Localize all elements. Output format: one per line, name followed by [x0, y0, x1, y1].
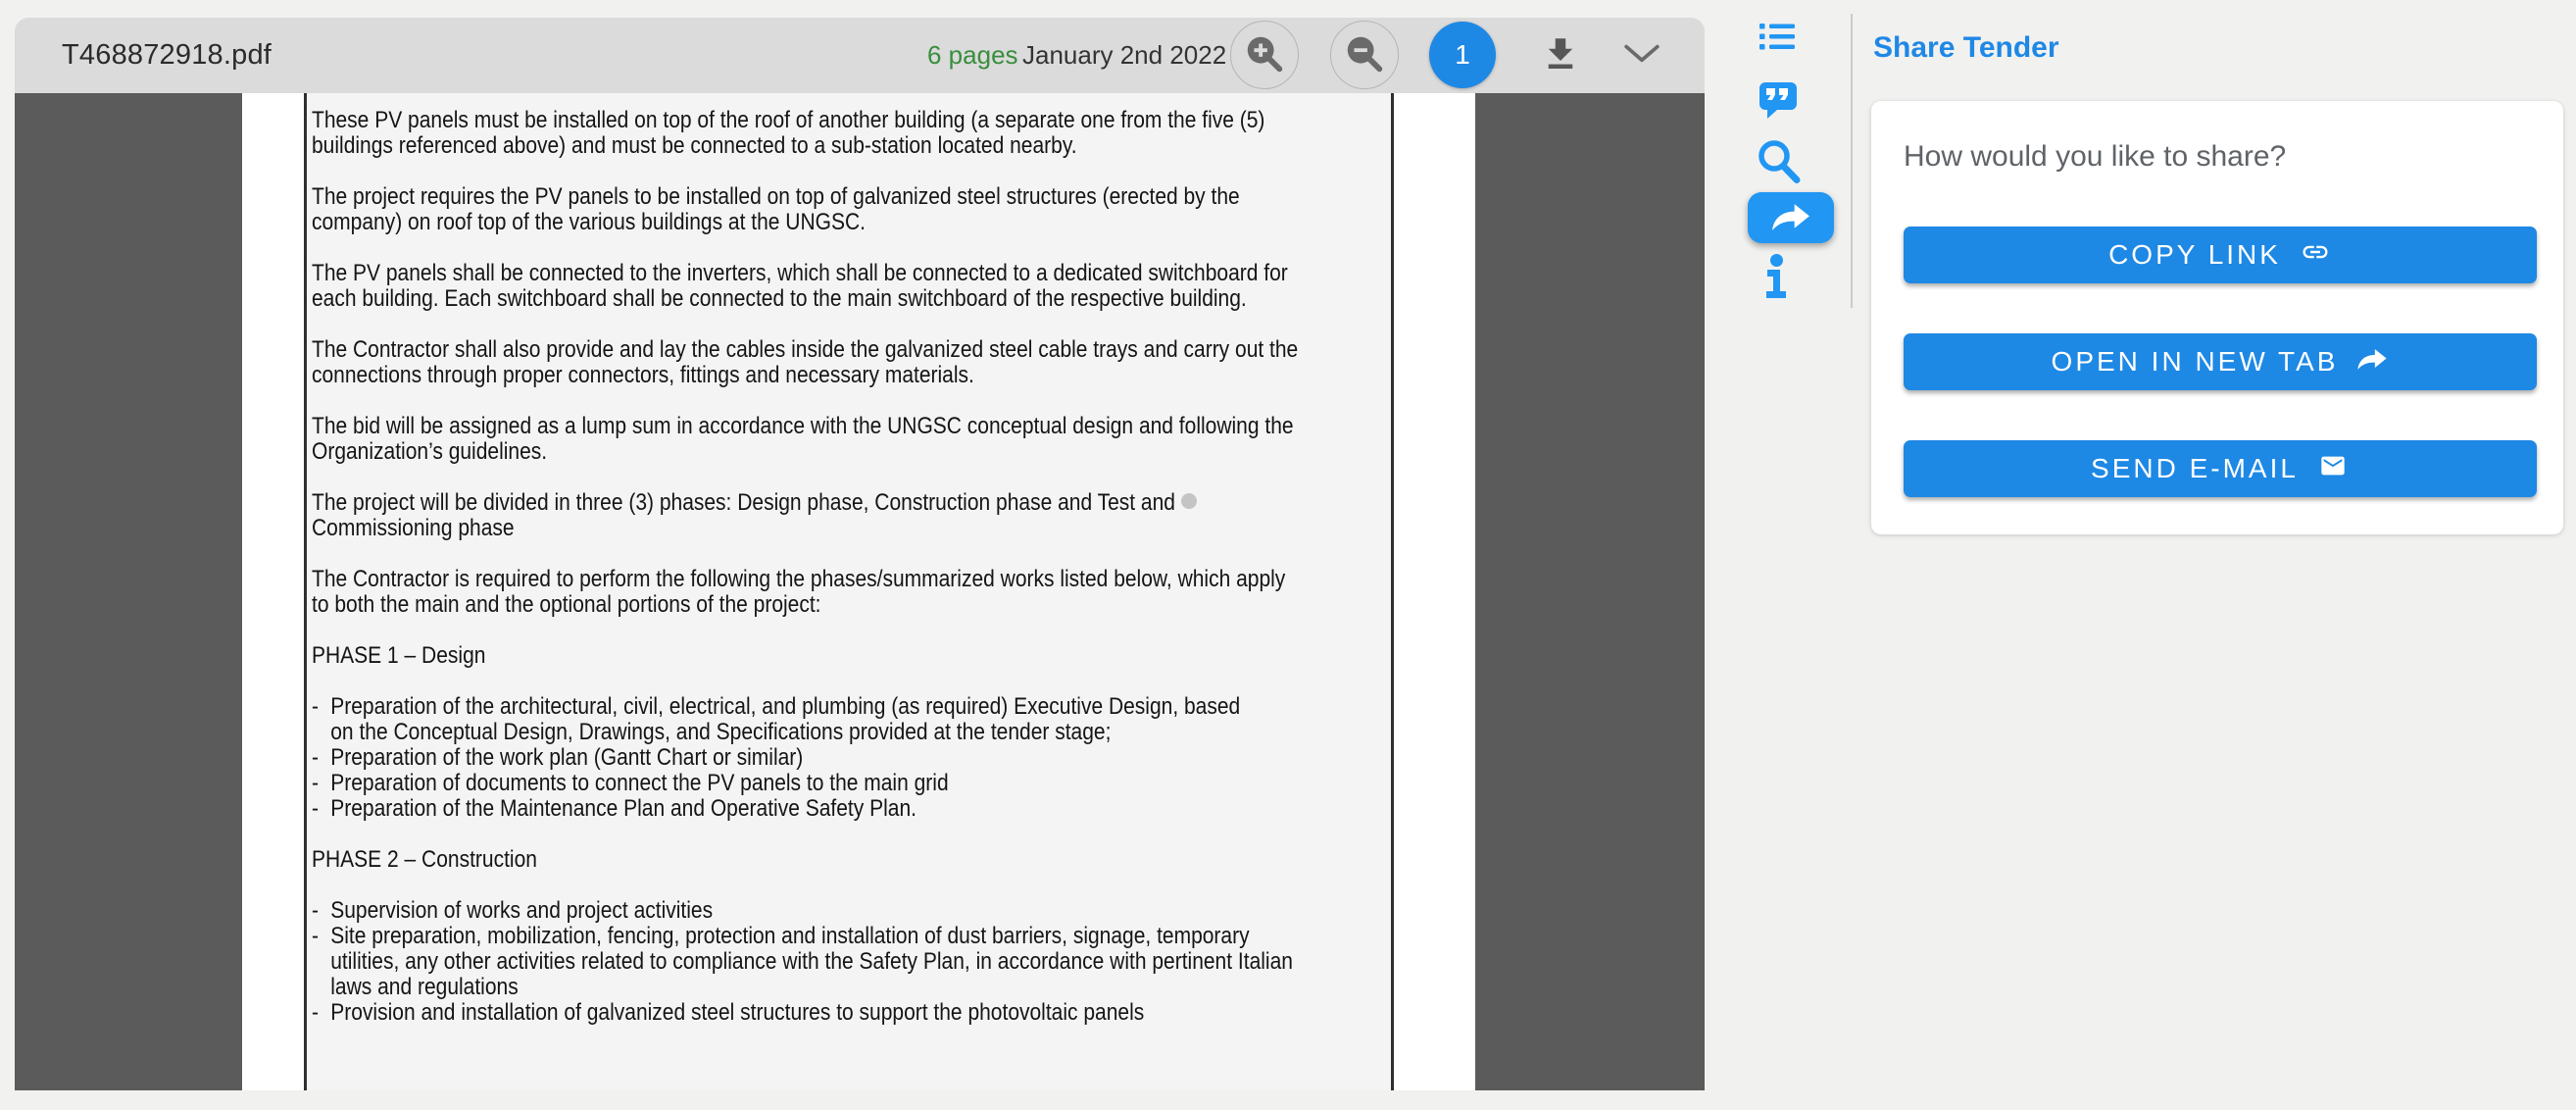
share-question: How would you like to share? — [1904, 140, 2287, 173]
text-line: on the Conceptual Design, Drawings, and Specifications provided at the tender stage; — [330, 719, 1112, 745]
paragraph — [312, 108, 1375, 159]
text-line: The bid will be assigned as a lump sum in accordance with the UNGSC conceptual design and following the — [312, 413, 1294, 439]
open-in-new-tab-label: OPEN IN NEW TAB — [2051, 346, 2339, 377]
text-line: PHASE 2 – Construction — [312, 846, 537, 873]
text-line: The PV panels shall be connected to the inverters, which shall be connected to a dedicated switchboard for — [312, 260, 1288, 286]
bullet-list — [312, 898, 1375, 1026]
phase-heading — [312, 643, 1375, 669]
bullet-dash: - — [312, 999, 319, 1026]
pdf-viewer — [15, 18, 1705, 1090]
bullet-item — [312, 745, 1375, 771]
info-button[interactable] — [1765, 254, 1787, 299]
bullet-dash: - — [312, 897, 319, 924]
text-line: connections through proper connectors, fittings and necessary materials. — [312, 362, 974, 388]
send-email-button[interactable] — [1904, 440, 2537, 497]
document-text — [312, 108, 1375, 1051]
bullet-dash: - — [312, 795, 319, 822]
info-icon — [1765, 287, 1787, 302]
text-line: utilities, any other activities related to compliance with the Safety Plan, in accordance with pertinent Italian — [330, 948, 1293, 975]
search-button[interactable] — [1757, 138, 1802, 184]
toc-list-button[interactable] — [1759, 24, 1795, 50]
bullet-list — [312, 694, 1375, 822]
open-in-new-tab-button[interactable] — [1904, 333, 2537, 390]
text-line: Preparation of the architectural, civil, electrical, and plumbing (as required) Executive Design, based — [330, 693, 1241, 720]
text-line: Organization’s guidelines. — [312, 438, 548, 465]
text-line: Preparation of documents to connect the PV panels to the main grid — [330, 770, 949, 796]
forward-arrow-icon — [2355, 346, 2389, 378]
text-line: each building. Each switchboard shall be connected to the main switchboard of the respective building. — [312, 285, 1247, 312]
bullet-dash: - — [312, 744, 319, 771]
bullet-item — [312, 694, 1375, 745]
document-filename: T468872918.pdf — [62, 39, 272, 71]
zoom-out-button[interactable] — [1330, 21, 1399, 89]
text-line: The project requires the PV panels to be installed on top of galvanized steel structures (erected by the — [312, 183, 1240, 210]
quotes-button[interactable] — [1759, 82, 1797, 119]
share-button-active[interactable] — [1748, 192, 1834, 243]
paragraph — [312, 567, 1375, 618]
paragraph — [312, 184, 1375, 235]
text-line: PHASE 1 – Design — [312, 642, 486, 669]
share-icon — [1769, 201, 1812, 235]
link-icon — [2299, 237, 2332, 274]
text-line: The Contractor is required to perform the following the phases/summarized works listed below, which apply — [312, 566, 1286, 592]
page-count-label: 6 pages — [927, 40, 1018, 70]
text-line: buildings referenced above) and must be connected to a sub-station located nearby. — [312, 132, 1077, 159]
zoom-in-icon — [1242, 31, 1287, 79]
copy-link-button[interactable] — [1904, 227, 2537, 283]
send-email-label: SEND E-MAIL — [2091, 453, 2299, 483]
text-line: Preparation of the Maintenance Plan and Operative Safety Plan. — [330, 795, 916, 822]
bullet-item — [312, 898, 1375, 924]
quote-icon — [1759, 107, 1797, 122]
text-line: Preparation of the work plan (Gantt Chart or similar) — [330, 744, 804, 771]
document-date-label: January 2nd 2022 — [1022, 40, 1227, 70]
download-icon — [1540, 33, 1581, 77]
bullet-item — [312, 796, 1375, 822]
text-line: The project will be divided in three (3) phases: Design phase, Construction phase and Test and — [312, 489, 1175, 516]
viewer-body — [15, 93, 1705, 1090]
text-line: The Contractor shall also provide and lay the cables inside the galvanized steel cable trays and carry out the — [312, 336, 1299, 363]
sidebar-divider — [1851, 14, 1853, 308]
text-line: Provision and installation of galvanized steel structures to support the photovoltaic panels — [330, 999, 1145, 1026]
search-icon — [1757, 173, 1802, 187]
current-page-number: 1 — [1455, 39, 1470, 70]
paragraph — [312, 414, 1375, 465]
email-icon — [2316, 452, 2350, 486]
text-line: Commissioning phase — [312, 515, 515, 541]
list-icon — [1759, 38, 1795, 53]
bullet-dash: - — [312, 923, 319, 949]
current-page-indicator[interactable] — [1429, 22, 1496, 88]
zoom-out-icon — [1342, 31, 1387, 79]
download-button[interactable] — [1531, 18, 1590, 93]
bullet-item — [312, 1000, 1375, 1026]
zoom-in-button[interactable] — [1230, 21, 1299, 89]
text-line: These PV panels must be installed on top of the roof of another building (a separate one from the five (5) — [312, 107, 1265, 133]
pdf-page — [242, 93, 1475, 1090]
text-line: Supervision of works and project activities — [330, 897, 714, 924]
loading-dot — [1181, 493, 1197, 509]
paragraph — [312, 337, 1375, 388]
text-line: laws and regulations — [330, 974, 519, 1000]
share-panel-title: Share Tender — [1873, 31, 2059, 64]
paragraph — [312, 490, 1375, 541]
chevron-down-icon — [1623, 43, 1660, 68]
text-line: company) on roof top of the various buildings at the UNGSC. — [312, 209, 866, 235]
text-line: to both the main and the optional portions of the project: — [312, 591, 821, 618]
phase-heading — [312, 847, 1375, 873]
pdf-toolbar — [15, 18, 1705, 93]
paragraph — [312, 261, 1375, 312]
bullet-dash: - — [312, 693, 319, 720]
text-line: Site preparation, mobilization, fencing, protection and installation of dust barriers, signage, temporary — [330, 923, 1250, 949]
share-card — [1871, 101, 2563, 534]
bullet-item — [312, 924, 1375, 1000]
copy-link-label: COPY LINK — [2108, 239, 2281, 270]
bullet-dash: - — [312, 770, 319, 796]
bullet-item — [312, 771, 1375, 796]
expand-button[interactable] — [1612, 18, 1671, 93]
